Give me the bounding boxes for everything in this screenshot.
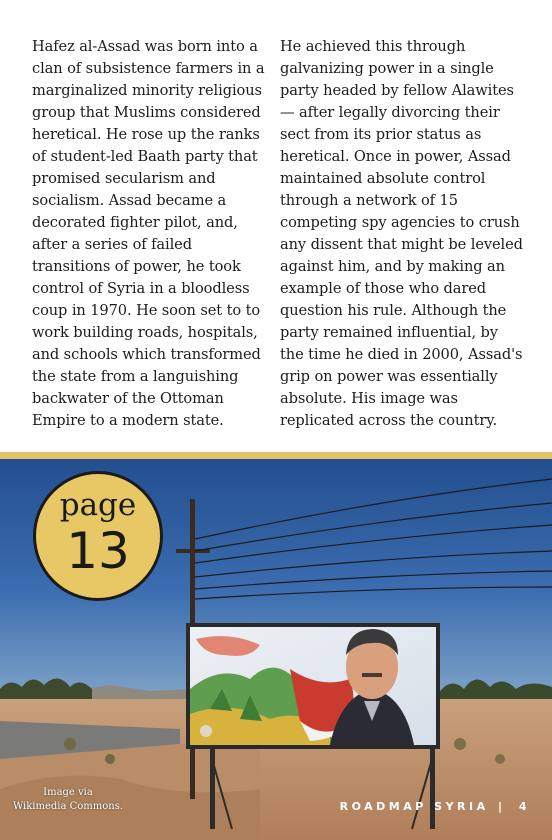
right-line: grip on power was essentially [280,368,498,385]
right-line: any dissent that might be leveled [280,236,523,253]
footer-title: ROADMAP SYRIA [339,800,489,813]
footer-separator: | [497,800,506,813]
left-column [32,36,268,432]
image-credit-line: Image via [43,787,93,798]
left-line: backwater of the Ottoman [32,390,224,407]
page-footer [340,800,530,813]
right-line: through a network of 15 [280,192,458,209]
left-line: coup in 1970. He soon set to to [32,302,261,319]
left-line: transitions of power, he took [32,258,241,275]
left-line: heretical. He rose up the ranks [32,126,260,143]
page-badge [33,471,163,601]
right-line: absolute. His image was [280,390,458,407]
left-line: the state from a languishing [32,368,239,385]
right-line: against him, and by making an [280,258,505,275]
left-line: decorated fighter pilot, and, [32,214,238,231]
right-line: — after legally divorcing their [280,104,500,121]
footer-page-number: 4 [518,800,530,813]
page-badge-number: 13 [66,522,130,580]
image-credit-source: Wikimedia Commons. [12,801,124,812]
right-line: party headed by fellow Alawites [280,82,514,99]
right-line: sect from its prior status as [280,126,482,143]
right-line: He achieved this through [280,38,466,55]
left-line: clan of subsistence farmers in a [32,60,265,77]
left-line: control of Syria in a bloodless [32,280,250,297]
right-line: party remained influential, by [280,324,498,341]
left-line: socialism. Assad became a [32,192,227,209]
right-line: galvanizing power in a single [280,60,494,77]
right-line: the time he died in 2000, Assad's [280,346,523,363]
right-line: heretical. Once in power, Assad [280,148,511,165]
left-line: of student-led Baath party that [32,148,258,165]
right-line: maintained absolute control [280,170,486,187]
left-line: after a series of failed [32,236,192,253]
right-column [280,36,526,432]
left-line: promised secularism and [32,170,216,187]
right-line: example of those who dared [280,280,487,297]
right-line: replicated across the country. [280,412,497,429]
left-line: work building roads, hospitals, [32,324,258,341]
image-credit [12,786,124,814]
left-line: marginalized minority religious [32,82,262,99]
left-line: group that Muslims considered [32,104,261,121]
gold-divider [0,452,552,459]
left-line: Hafez al-Assad was born into a [32,38,258,55]
right-line: question his rule. Although the [280,302,507,319]
right-line: competing spy agencies to crush [280,214,520,231]
page-badge-word: page [59,487,137,523]
left-line: Empire to a modern state. [32,412,224,429]
left-line: and schools which transformed [32,346,261,363]
